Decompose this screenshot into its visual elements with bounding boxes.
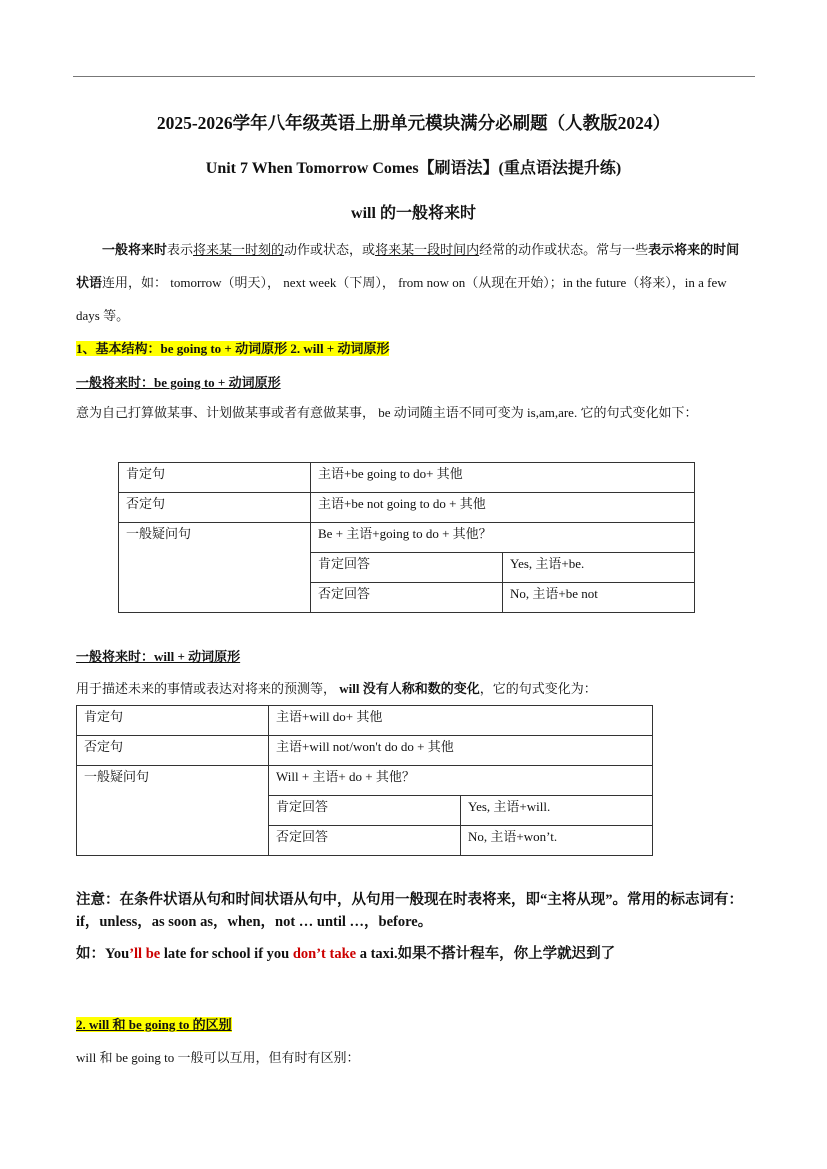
be-going-to-table — [118, 462, 695, 613]
document-subtitle: Unit 7 When Tomorrow Comes【刷语法】(重点语法提升练) — [205, 160, 622, 177]
answer-value: Yes, 主语+will. — [461, 796, 653, 826]
row-label: 肯定句 — [77, 706, 269, 736]
section-title: will 的一般将来时 — [351, 205, 476, 222]
section-c-desc: will 和 be going to 一般可以互用，但有时有区别： — [76, 1050, 360, 1065]
row-value: Will + 主语+ do + 其他？ — [269, 766, 653, 796]
row-label: 一般疑问句 — [77, 766, 269, 856]
header-rule — [73, 76, 755, 77]
row-value: 主语+be not going to do + 其他 — [311, 493, 695, 523]
answer-label: 否定回答 — [269, 826, 461, 856]
answer-value: No, 主语+won’t. — [461, 826, 653, 856]
row-label: 肯定句 — [119, 463, 311, 493]
answer-value: Yes, 主语+be. — [503, 553, 695, 583]
row-value: Be + 主语+going to do + 其他？ — [311, 523, 695, 553]
row-value: 主语+will do+ 其他 — [269, 706, 653, 736]
row-label: 否定句 — [119, 493, 311, 523]
row-label: 一般疑问句 — [119, 523, 311, 613]
basic-structure: 1、基本结构：be going to + 动词原形 2. will + 动词原形 — [76, 341, 390, 356]
row-value: 主语+be going to do+ 其他 — [311, 463, 695, 493]
note-paragraph: 注意：在条件状语从句和时间状语从句中，从句用一般现在时表将来，即“主将从现”。常用的标志词有：if，unless，as soon as，when，not … until …，before。 — [76, 892, 743, 930]
answer-label: 否定回答 — [311, 583, 503, 613]
section-b-heading: 一般将来时：will + 动词原形 — [76, 649, 241, 664]
section-a-heading: 一般将来时：be going to + 动词原形 — [76, 375, 281, 390]
row-label: 否定句 — [77, 736, 269, 766]
answer-label: 肯定回答 — [269, 796, 461, 826]
document-title: 2025-2026学年八年级英语上册单元模块满分必刷题（人教版2024） — [156, 113, 671, 133]
intro-paragraph: 一般将来时表示将来某一时刻的动作或状态，或将来某一段时间内经常的动作或状态。常与一些表示将来的时间状语连用，如： tomorrow（明天）， next week（下周）， from now on（从现在开始）；in the future（将来），in a few days 等。 — [76, 242, 740, 323]
section-a-desc: 意为自己打算做某事、计划做某事或者有意做某事， be 动词随主语不同可变为 is,am,are. 它的句式变化如下： — [76, 405, 698, 420]
example-sentence: 如：You’ll be late for school if you don’t take a taxi.如果不搭计程车，你上学就迟到了 — [76, 946, 616, 962]
section-c-heading: 2. will 和 be going to 的区别 — [76, 1017, 232, 1032]
row-value: 主语+will not/won't do do + 其他 — [269, 736, 653, 766]
section-b-desc: 用于描述未来的事情或表达对将来的预测等， will 没有人称和数的变化，它的句式变化为： — [76, 681, 597, 696]
answer-label: 肯定回答 — [311, 553, 503, 583]
will-table — [76, 705, 653, 856]
answer-value: No, 主语+be not — [503, 583, 695, 613]
